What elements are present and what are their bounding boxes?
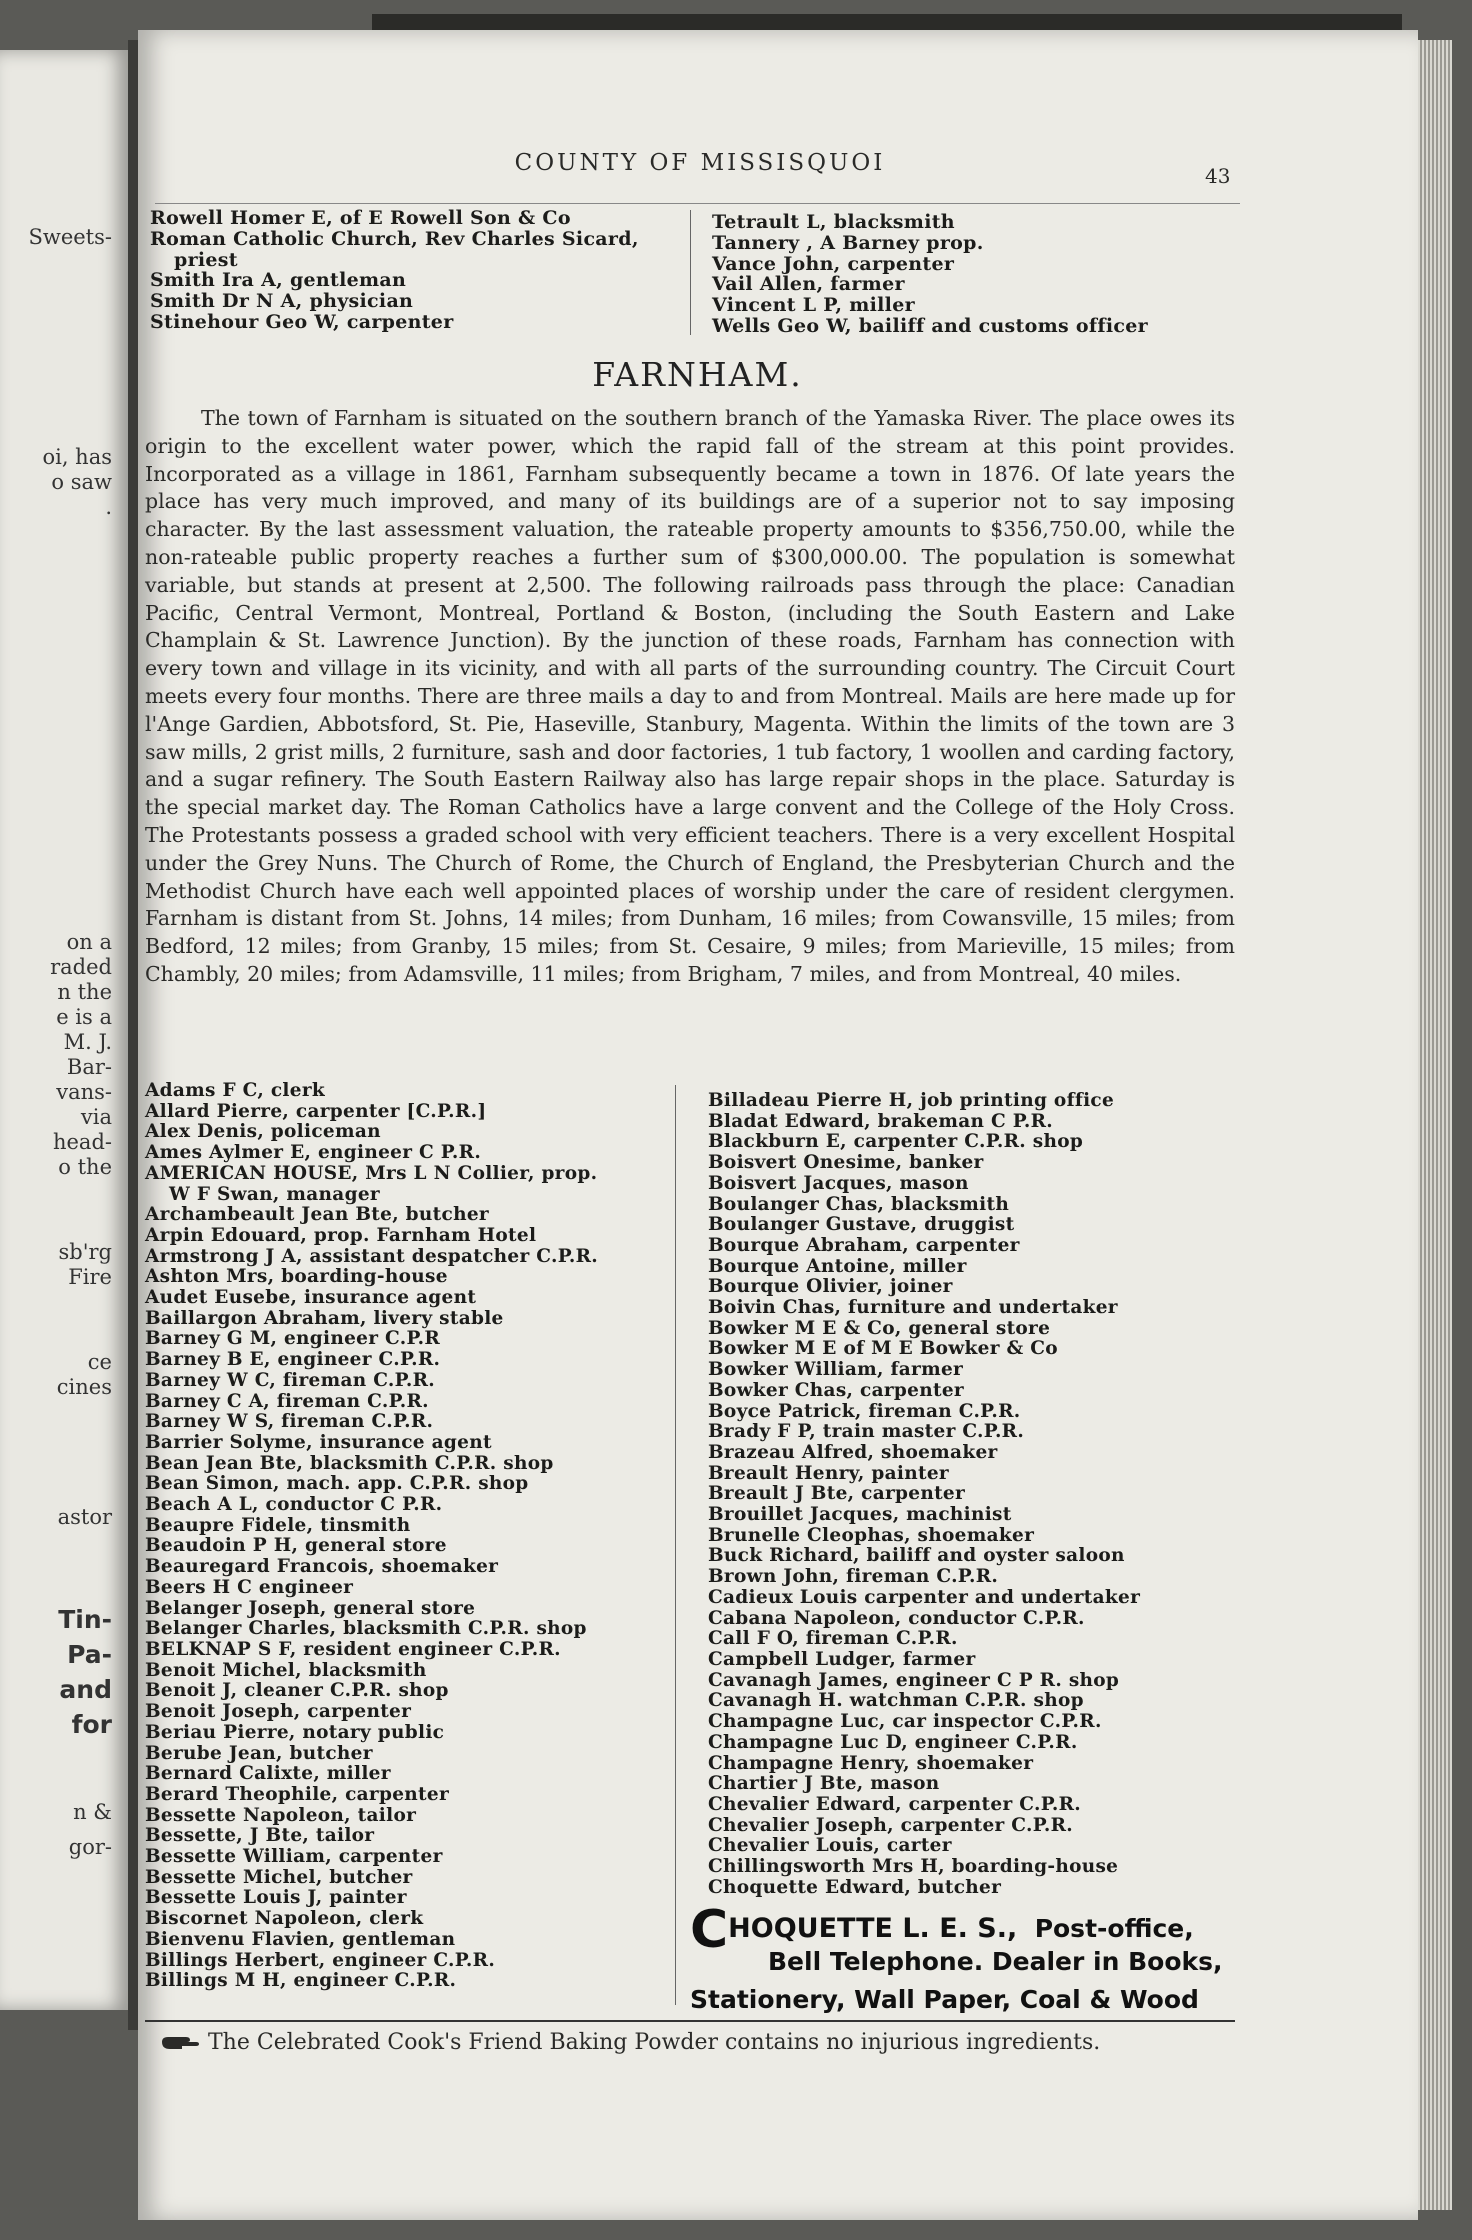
directory-left-column: [145, 1081, 598, 1992]
directory-entry: Chevalier Joseph, carpenter C.P.R.: [708, 1814, 1074, 1836]
ad-line2: Bell Telephone. Dealer in Books,: [768, 1947, 1223, 1976]
left-page-fragment: cines: [56, 1375, 112, 1399]
directory-entry: Beauregard Francois, shoemaker: [145, 1556, 499, 1578]
directory-entry: Ashton Mrs, boarding-house: [145, 1266, 448, 1288]
directory-entry: Bean Simon, mach. app. C.P.R. shop: [145, 1473, 529, 1495]
directory-entry: Beers H C engineer: [145, 1576, 354, 1598]
directory-entry: Cabana Napoleon, conductor C.P.R.: [708, 1607, 1085, 1629]
ad-line1-rest: Post-office,: [1034, 1914, 1194, 1943]
directory-entry: Bean Jean Bte, blacksmith C.P.R. shop: [145, 1452, 554, 1474]
directory-entry: Benoit Michel, blacksmith: [145, 1659, 427, 1681]
directory-entry: Wells Geo W, bailiff and customs officer: [712, 314, 1148, 337]
directory-entry: Bowker M E & Co, general store: [708, 1317, 1051, 1339]
directory-entry: Brady F P, train master C.P.R.: [708, 1421, 1025, 1443]
directory-entry: Bourque Antoine, miller: [708, 1255, 967, 1277]
left-page-fragment: and: [59, 1675, 112, 1704]
top-left-directory: [150, 208, 639, 333]
left-page-fragment: n the: [57, 980, 112, 1004]
directory-entry: Chillingsworth Mrs H, boarding-house: [708, 1856, 1119, 1878]
directory-entry: Cadieux Louis carpenter and undertaker: [708, 1586, 1141, 1608]
header-rule: [155, 203, 1240, 204]
directory-entry: Vail Allen, farmer: [712, 273, 905, 296]
footer-rule: [145, 2020, 1235, 2022]
left-page-fragment: Bar-: [66, 1055, 112, 1079]
directory-entry: AMERICAN HOUSE, Mrs L N Collier, prop.: [145, 1162, 598, 1184]
directory-entry: Benoit Joseph, carpenter: [145, 1701, 412, 1723]
left-page-fragment: .: [105, 495, 112, 519]
directory-entry: Tetrault L, blacksmith: [712, 211, 955, 233]
directory-entry: Ames Aylmer E, engineer C P.R.: [145, 1142, 482, 1164]
left-page-fragment: for: [71, 1710, 112, 1739]
directory-entry: Bladat Edward, brakeman C P.R.: [708, 1110, 1054, 1132]
directory-entry: Bessette Michel, butcher: [145, 1866, 413, 1888]
directory-entry: Boulanger Chas, blacksmith: [708, 1193, 1010, 1215]
directory-entry: Vincent L P, miller: [712, 294, 915, 317]
directory-entry: Berube Jean, butcher: [145, 1742, 373, 1764]
directory-entry: Bourque Olivier, joiner: [708, 1276, 953, 1298]
directory-entry: Call F O, fireman C.P.R.: [708, 1628, 958, 1650]
left-page-fragment: oi, has: [42, 445, 112, 469]
directory-entry: Bessette William, carpenter: [145, 1846, 443, 1868]
left-page-fragment: astor: [57, 1505, 112, 1529]
left-page-fragment: n &: [73, 1800, 112, 1824]
running-header: COUNTY OF MISSISQUOI: [514, 150, 886, 176]
top-column-divider: [690, 210, 691, 335]
directory-entry: Alex Denis, policeman: [145, 1121, 381, 1143]
directory-entry: Champagne Henry, shoemaker: [708, 1752, 1034, 1774]
directory-entry: W F Swan, manager: [169, 1183, 380, 1205]
directory-entry: Tannery , A Barney prop.: [712, 231, 984, 254]
directory-entry: Boisvert Jacques, mason: [708, 1172, 969, 1194]
directory-entry: Brazeau Alfred, shoemaker: [708, 1441, 998, 1463]
directory-entry: Berard Theophile, carpenter: [145, 1783, 450, 1805]
directory-entry: Bernard Calixte, miller: [145, 1763, 391, 1785]
left-page-fragment: Tin-: [58, 1605, 112, 1634]
directory-entry: Bessette Napoleon, tailor: [145, 1804, 417, 1826]
directory-entry: Champagne Luc, car inspector C.P.R.: [708, 1711, 1102, 1733]
directory-entry: Bessette, J Bte, tailor: [145, 1825, 375, 1847]
left-page-fragment: raded: [50, 955, 112, 979]
left-page-fragment: o the: [58, 1155, 112, 1179]
directory-entry: Brunelle Cleophas, shoemaker: [708, 1524, 1035, 1546]
directory-entry: Breault Henry, painter: [708, 1462, 949, 1484]
directory-entry: Barney B E, engineer C.P.R.: [145, 1349, 441, 1371]
directory-entry: Beaupre Fidele, tinsmith: [145, 1514, 411, 1536]
directory-entry: Boulanger Gustave, druggist: [708, 1214, 1015, 1236]
left-page-fragment: M. J.: [63, 1030, 112, 1054]
directory-entry: Billings M H, engineer C.P.R.: [145, 1970, 457, 1992]
footer-text: The Celebrated Cook's Friend Baking Powder contains no injurious ingredients.: [208, 2030, 1101, 2055]
ad-name: HOQUETTE L. E. S.,: [728, 1913, 1018, 1944]
directory-entry: Campbell Ludger, farmer: [708, 1648, 976, 1670]
footer-note: [160, 2030, 1240, 2055]
town-description: The town of Farnham is situated on the southern branch of the Yamaska River. The place owes its origin to the excellent water power, which the rapid fall of the stream at this point provides. Incorporated as a village in 1861, Farnham subsequently became a town in 1876. Of late years the place has very much improved, and many of its buildings are of a superior not to say imposing character. By the last assessment valuation, the rateable property amounts to $356,750.00, while the non-rateable public property reaches a further sum of $300,000.00. The population is somewhat variable, but stands at present at 2,500. The following railroads pass through the place: Canadian Pacific, Central Vermont, Montreal, Portland & Boston, (including the South Eastern and Lake Champlain & St. Lawrence Junction). By the junction of these roads, Farnham has connection with every town and village in its vicinity, and with all parts of the surrounding country. The Circuit Court meets every four months. There are three mails a day to and from Montreal. Mails are here made up for l'Ange Gardien, Abbotsford, St. Pie, Haseville, Stanbury, Magenta. Within the limits of the town are 3 saw mills, 2 grist mills, 2 furniture, sash and door factories, 1 tub factory, 1 woollen and carding factory, and a sugar refinery. The South Eastern Railway also has large repair shops in the place. Saturday is the special market day. The Roman Catholics have a large convent and the College of the Holy Cross. The Protestants possess a graded school with very efficient teachers. There is a very excellent Hospital under the Grey Nuns. The Church of Rome, the Church of England, the Presbyterian Church and the Methodist Church have each well appointed places of worship under the care of resident clergymen. Farnham is distant from St. Johns, 14 miles; from Dunham, 16 miles; from Cowansville, 15 miles; from Bedford, 12 miles; from Granby, 15 miles; from St. Cesaire, 9 miles; from Marieville, 15 miles; from Chambly, 20 miles; from Adamsville, 11 miles; from Brigham, 7 miles, and from Montreal, 40 miles.: [145, 406, 1235, 986]
directory-entry: Boisvert Onesime, banker: [708, 1152, 984, 1174]
directory-entry: Roman Catholic Church, Rev Charles Sicard,: [150, 227, 639, 250]
directory-entry: Breault J Bte, carpenter: [708, 1483, 966, 1505]
directory-entry: Bienvenu Flavien, gentleman: [145, 1928, 456, 1950]
directory-entry: Audet Eusebe, insurance agent: [145, 1287, 477, 1309]
directory-entry: Belanger Charles, blacksmith C.P.R. shop: [145, 1618, 587, 1640]
section-title: FARNHAM.: [592, 355, 803, 394]
directory-entry: Brouillet Jacques, machinist: [708, 1504, 1012, 1526]
ad-line3: Stationery, Wall Paper, Coal & Wood: [690, 1985, 1199, 2014]
ad-initial: C: [690, 1900, 729, 1960]
directory-entry: Arpin Edouard, prop. Farnham Hotel: [145, 1224, 537, 1246]
left-page-fragment: gor-: [68, 1835, 112, 1859]
top-right-directory: [712, 212, 1148, 337]
left-page-fragment: ce: [87, 1350, 112, 1374]
directory-entry: Cavanagh H. watchman C.P.R. shop: [708, 1690, 1084, 1712]
directory-entry: Barney G M, engineer C.P.R: [145, 1328, 441, 1350]
directory-entry: Rowell Homer E, of E Rowell Son & Co: [150, 207, 571, 229]
directory-entry: Stinehour Geo W, carpenter: [150, 310, 454, 333]
directory-column-divider: [675, 1085, 676, 2005]
choquette-advertisement: [690, 1900, 1230, 2018]
directory-entry: Boyce Patrick, fireman C.P.R.: [708, 1400, 1021, 1422]
directory-entry: Chevalier Louis, carter: [708, 1835, 952, 1857]
left-page-fragment: sb'rg: [58, 1240, 112, 1264]
directory-entry: Adams F C, clerk: [145, 1080, 325, 1101]
left-page-fragment: o saw: [51, 470, 112, 494]
left-page-fragment: Fire: [68, 1265, 112, 1289]
directory-entry: Brown John, fireman C.P.R.: [708, 1566, 999, 1588]
directory-entry: Bowker Chas, carpenter: [708, 1379, 964, 1401]
directory-entry: Bowker William, farmer: [708, 1359, 964, 1381]
directory-entry: Allard Pierre, carpenter [C.P.R.]: [145, 1100, 487, 1122]
directory-entry: Beriau Pierre, notary public: [145, 1721, 445, 1743]
directory-entry: Billadeau Pierre H, job printing office: [708, 1090, 1115, 1111]
left-page-fragment: head-: [52, 1130, 112, 1154]
directory-entry: BELKNAP S F, resident engineer C.P.R.: [145, 1638, 561, 1660]
directory-entry: Buck Richard, bailiff and oyster saloon: [708, 1545, 1125, 1567]
pointing-hand-icon: [160, 2033, 200, 2051]
directory-entry: Armstrong J A, assistant despatcher C.P.R.: [145, 1245, 599, 1267]
directory-entry: Champagne Luc D, engineer C.P.R.: [708, 1731, 1078, 1753]
left-page-fragment: on a: [66, 930, 112, 954]
directory-entry: Belanger Joseph, general store: [145, 1597, 476, 1619]
directory-entry: Choquette Edward, butcher: [708, 1876, 1002, 1898]
directory-entry: Barney W S, fireman C.P.R.: [145, 1411, 434, 1433]
directory-entry: Barrier Solyme, insurance agent: [145, 1431, 492, 1453]
directory-entry: Cavanagh James, engineer C P R. shop: [708, 1669, 1120, 1691]
directory-entry: Smith Dr N A, physician: [150, 290, 414, 313]
directory-right-column: [708, 1091, 1140, 1898]
directory-entry: Blackburn E, carpenter C.P.R. shop: [708, 1131, 1084, 1153]
left-page-fragment: e is a: [56, 1005, 112, 1029]
directory-entry: Billings Herbert, engineer C.P.R.: [145, 1949, 496, 1971]
left-page-fragment: Sweets-: [28, 225, 112, 249]
directory-entry: Biscornet Napoleon, clerk: [145, 1908, 424, 1930]
directory-entry: Bessette Louis J, painter: [145, 1887, 407, 1909]
directory-entry: Benoit J, cleaner C.P.R. shop: [145, 1680, 449, 1702]
directory-entry: Smith Ira A, gentleman: [150, 269, 407, 292]
page-number: 43: [1205, 164, 1231, 188]
directory-entry: Archambeault Jean Bte, butcher: [145, 1204, 489, 1226]
directory-entry: Vance John, carpenter: [712, 252, 955, 275]
directory-entry: Barney C A, fireman C.P.R.: [145, 1390, 429, 1412]
directory-entry: Bowker M E of M E Bowker & Co: [708, 1338, 1058, 1360]
directory-entry: Baillargon Abraham, livery stable: [145, 1307, 504, 1329]
left-page-fragment: vans-: [56, 1080, 112, 1104]
page-stack-edge: [1418, 40, 1452, 2210]
left-facing-page: [0, 50, 128, 2010]
left-page-fragment: via: [80, 1105, 112, 1129]
directory-entry: priest: [174, 248, 238, 271]
directory-entry: Boivin Chas, furniture and undertaker: [708, 1297, 1118, 1319]
directory-entry: Beach A L, conductor C P.R.: [145, 1494, 443, 1516]
directory-entry: Chevalier Edward, carpenter C.P.R.: [708, 1793, 1082, 1815]
left-page-fragment: Pa-: [67, 1640, 112, 1669]
directory-entry: Chartier J Bte, mason: [708, 1773, 940, 1795]
directory-entry: Barney W C, fireman C.P.R.: [145, 1369, 435, 1391]
directory-entry: Bourque Abraham, carpenter: [708, 1234, 1020, 1256]
directory-entry: Beaudoin P H, general store: [145, 1535, 447, 1557]
